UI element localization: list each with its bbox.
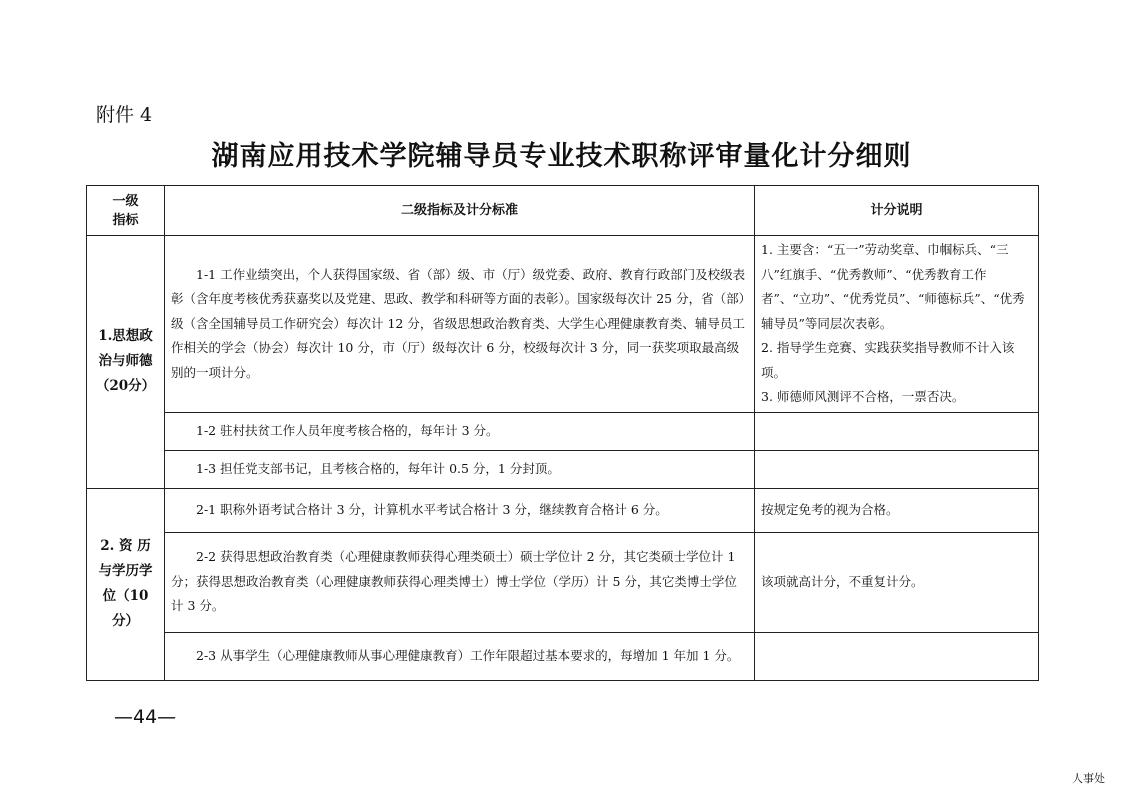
- criteria-1-2: 1-2 驻村扶贫工作人员年度考核合格的，每年计 3 分。: [165, 412, 755, 450]
- footer-stamp: 人事处: [1072, 772, 1105, 785]
- table-header-row: [87, 186, 1039, 236]
- header-notes: 计分说明: [755, 186, 1039, 236]
- table-row: [87, 532, 1039, 632]
- notes-1-2: [755, 412, 1039, 450]
- header-level2: 二级指标及计分标准: [165, 186, 755, 236]
- table-row: [87, 236, 1039, 413]
- note-line: 1. 主要含：“五一”劳动奖章、巾帼标兵、“三八”红旗手、“优秀教师”、“优秀教育工作者”、“立功”、“优秀党员”、“师德标兵”、“优秀辅导员”等同层次表彰。: [761, 242, 1025, 331]
- attachment-label: 附件 4: [96, 104, 153, 126]
- scoring-table: [86, 185, 1039, 681]
- table-row: [87, 450, 1039, 488]
- note-line: 3. 师德师风测评不合格，一票否决。: [761, 389, 965, 404]
- note-line: 2. 指导学生竞赛、实践获奖指导教师不计入该项。: [761, 340, 1015, 380]
- section-label-2: 2. 资 历 与学历学位（10分）: [87, 488, 165, 680]
- notes-1-3: [755, 450, 1039, 488]
- criteria-2-2: 2-2 获得思想政治教育类（心理健康教师获得心理类硕士）硕士学位计 2 分，其它类硕士学位计 1 分；获得思想政治教育类（心理健康教师获得心理类博士）博士学位（学历）计 5 分，其它类博士学位计 3 分。: [165, 532, 755, 632]
- criteria-1-1: 1-1 工作业绩突出，个人获得国家级、省（部）级、市（厅）级党委、政府、教育行政部门及校级表彰（含年度考核优秀获嘉奖以及党建、思政、教学和科研等方面的表彰）。国家级每次计 25 分，省（部）级（含全国辅导员工作研究会）每次计 12 分，省级思想政治教育类、大学生心理健康教育类、辅导员工作相关的学会（协会）每次计 10 分，市（厅）级每次计 6 分，校级每次计 3 分，同一获奖项取最高级别的一项计分。: [165, 236, 755, 413]
- notes-1-1: [755, 236, 1039, 413]
- table-row: [87, 632, 1039, 680]
- table-row: [87, 488, 1039, 532]
- criteria-2-3: 2-3 从事学生（心理健康教师从事心理健康教育）工作年限超过基本要求的，每增加 1 年加 1 分。: [165, 632, 755, 680]
- notes-2-2: 该项就高计分，不重复计分。: [755, 532, 1039, 632]
- page-number: —44—: [114, 706, 177, 728]
- header-level1: 一级指标: [87, 186, 165, 236]
- table-row: [87, 412, 1039, 450]
- document-title: 湖南应用技术学院辅导员专业技术职称评审量化计分细则: [211, 141, 912, 172]
- criteria-2-1: 2-1 职称外语考试合格计 3 分，计算机水平考试合格计 3 分，继续教育合格计 6 分。: [165, 488, 755, 532]
- notes-2-1: 按规定免考的视为合格。: [755, 488, 1039, 532]
- section-label-1: 1.思想政治与师德（20分）: [87, 236, 165, 489]
- criteria-1-3: 1-3 担任党支部书记，且考核合格的，每年计 0.5 分，1 分封顶。: [165, 450, 755, 488]
- notes-2-3: [755, 632, 1039, 680]
